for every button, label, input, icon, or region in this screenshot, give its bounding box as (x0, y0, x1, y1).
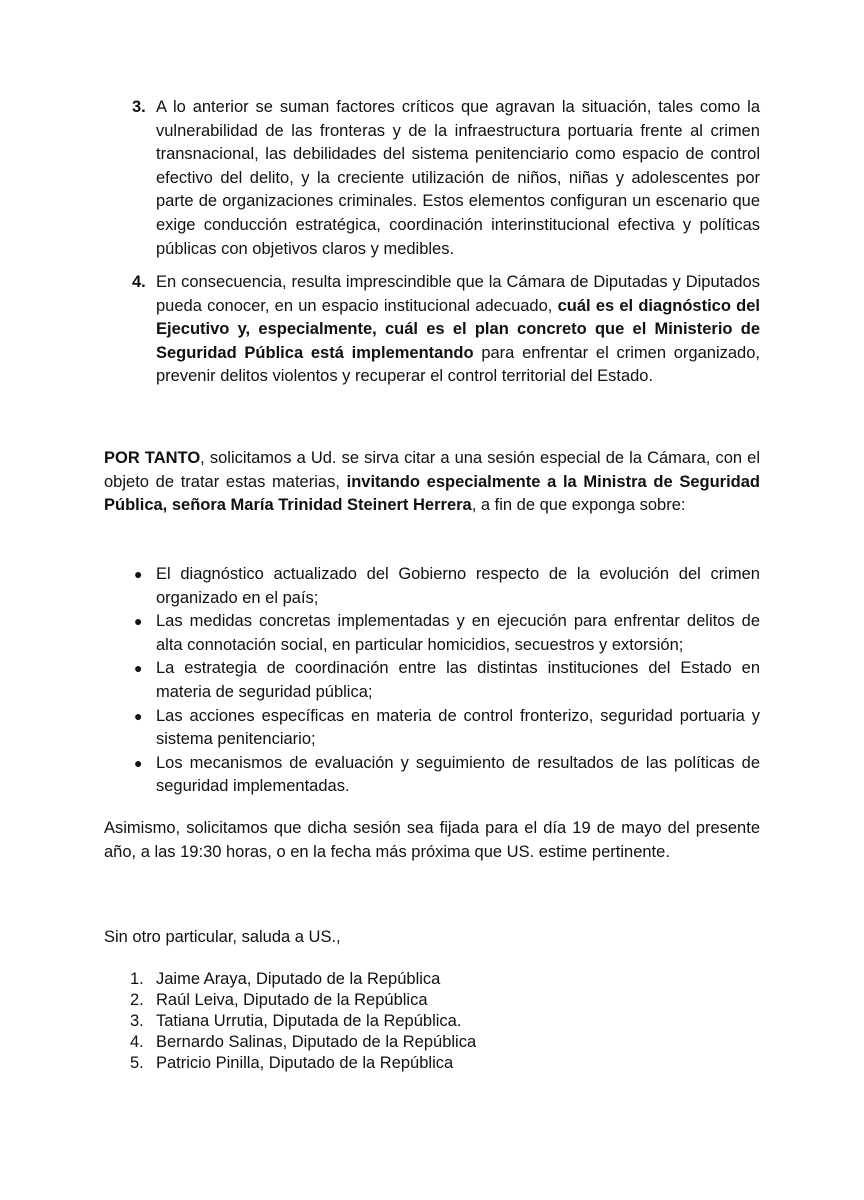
por-tanto-text-a: , solicitamos a Ud. se sirva citar a una sesión especial de la Cámara, con el objeto de tratar estas materias, (104, 449, 761, 491)
item-number: 3. (132, 98, 146, 116)
list-item (104, 610, 760, 657)
item-text-part-b: para enfrentar el crimen organizado, prevenir delitos violentos y recuperar el control territorial del Estado. (156, 343, 760, 386)
signer-item (104, 1053, 760, 1074)
signer-number: 4. (130, 1033, 144, 1051)
signer-name: Bernardo Salinas, Diputado de la República (156, 1033, 477, 1051)
signer-name: Patricio Pinilla, Diputado de la República (156, 1054, 454, 1072)
list-item (104, 752, 760, 799)
signer-number: 5. (130, 1054, 144, 1072)
signer-name: Tatiana Urrutia, Diputada de la República. (156, 1012, 462, 1030)
signer-number: 3. (130, 1012, 144, 1030)
bullet-icon: ● (134, 566, 143, 582)
bullet-icon: ● (134, 754, 143, 771)
signer-name: Raúl Leiva, Diputado de la República (156, 991, 428, 1009)
item-number: 4. (132, 273, 146, 291)
bullet-icon: ● (134, 707, 143, 724)
item-text-bold: cuál es el diagnóstico del Ejecutivo y, especialmente, cuál es el plan concreto que el Ministerio de Seguridad Pública está implementando (156, 296, 760, 362)
bullet-icon: ● (134, 660, 143, 677)
item-text-part-a: En consecuencia, resulta imprescindible que la Cámara de Diputadas y Diputados pueda conocer, en un espacio institucional adecuado, (156, 273, 760, 315)
por-tanto-paragraph (104, 447, 760, 518)
numbered-paragraph-4 (104, 271, 760, 389)
bullet-text: Los mecanismos de evaluación y seguimiento de resultados de las políticas de seguridad implementadas. (156, 753, 760, 796)
signer-number: 2. (130, 991, 144, 1009)
signer-item (104, 990, 760, 1011)
list-item (104, 657, 760, 704)
bullet-text: Las medidas concretas implementadas y en ejecución para enfrentar delitos de alta connotación social, en particular homicidios, secuestros y extorsión; (156, 612, 760, 654)
item-text (156, 271, 760, 389)
numbered-paragraph-3 (104, 96, 760, 261)
bullet-text: Las acciones específicas en materia de control fronterizo, seguridad portuaria y sistema penitenciario; (156, 706, 760, 749)
bullet-text: El diagnóstico actualizado del Gobierno respecto de la evolución del crimen organizado en el país; (156, 565, 760, 607)
signer-name: Jaime Araya, Diputado de la República (156, 970, 441, 988)
closing-line: Sin otro particular, saluda a US., (104, 928, 341, 946)
bullet-icon: ● (134, 613, 143, 630)
signer-item (104, 1011, 760, 1032)
por-tanto-bold: invitando especialmente a la Ministra de Seguridad Pública, señora María Trinidad Steinert Herrera (104, 472, 760, 515)
signer-item (104, 1032, 760, 1053)
bullet-text: La estrategia de coordinación entre las distintas instituciones del Estado en materia de seguridad pública; (156, 659, 760, 701)
item-text: A lo anterior se suman factores críticos que agravan la situación, tales como la vulnerabilidad de las fronteras y de la infraestructura portuaria frente al crimen transnacional, las debilidades del sistema penitenciario como espacio de control efectivo del delito, y la creciente utilización de niños, niñas y adolescentes por parte de organizaciones criminales. Estos elementos configuran un escenario que exige conducción estratégica, coordinación interinstitucional efectiva y políticas públicas con objetivos claros y medibles. (156, 98, 760, 258)
signer-item (104, 969, 760, 990)
asimismo-paragraph: Asimismo, solicitamos que dicha sesión sea fijada para el día 19 de mayo del presente año, a las 19:30 horas, o en la fecha más próxima que US. estime pertinente. (104, 819, 760, 861)
por-tanto-text-b: , a fin de que exponga sobre: (471, 496, 686, 515)
requests-bullet-list (104, 563, 760, 799)
por-tanto-lead: POR TANTO (104, 449, 201, 467)
signers-list (104, 969, 760, 1074)
list-item (104, 563, 760, 610)
signer-number: 1. (130, 970, 144, 988)
list-item (104, 705, 760, 752)
